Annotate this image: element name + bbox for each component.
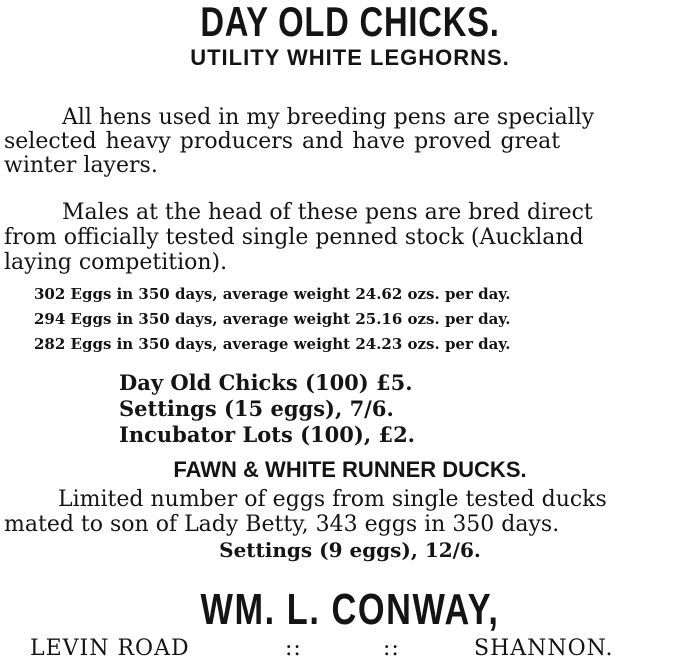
headline: DAY OLD CHICKS.	[200, 0, 500, 45]
paragraph-males-line-1: Males at the head of these pens are bred direct	[62, 200, 593, 225]
address-separator-2: ::	[383, 636, 400, 661]
price-day-old-chicks: Day Old Chicks (100) £5.	[119, 370, 413, 395]
price-incubator-lots: Incubator Lots (100), £2.	[119, 422, 415, 447]
laying-record-2: 294 Eggs in 350 days, average weight 25.16 ozs. per day.	[34, 310, 511, 328]
advertiser-name: WM. L. CONWAY,	[200, 585, 500, 634]
address-separator-1: ::	[285, 636, 302, 661]
laying-record-1: 302 Eggs in 350 days, average weight 24.62 ozs. per day.	[34, 285, 511, 303]
ducks-line-2: mated to son of Lady Betty, 343 eggs in 350 days.	[4, 512, 560, 537]
ducks-settings-price: Settings (9 eggs), 12/6.	[219, 538, 481, 562]
address-town: SHANNON.	[474, 636, 614, 661]
price-settings: Settings (15 eggs), 7/6.	[119, 396, 394, 421]
paragraph-hens-line-1: All hens used in my breeding pens are specially	[62, 105, 595, 130]
ducks-heading: FAWN & WHITE RUNNER DUCKS.	[173, 457, 527, 482]
ducks-line-1: Limited number of eggs from single tested ducks	[58, 487, 607, 512]
paragraph-hens-line-3: winter layers.	[4, 153, 158, 178]
paragraph-males-line-3: laying competition).	[4, 250, 228, 275]
paragraph-males-line-2: from officially tested single penned stock (Auckland	[4, 225, 584, 250]
address-road: LEVIN ROAD	[30, 636, 190, 661]
paragraph-hens-line-2: selected heavy producers and have proved great	[4, 129, 561, 154]
laying-record-3: 282 Eggs in 350 days, average weight 24.23 ozs. per day.	[34, 335, 511, 353]
subheadline: UTILITY WHITE LEGHORNS.	[190, 45, 510, 70]
